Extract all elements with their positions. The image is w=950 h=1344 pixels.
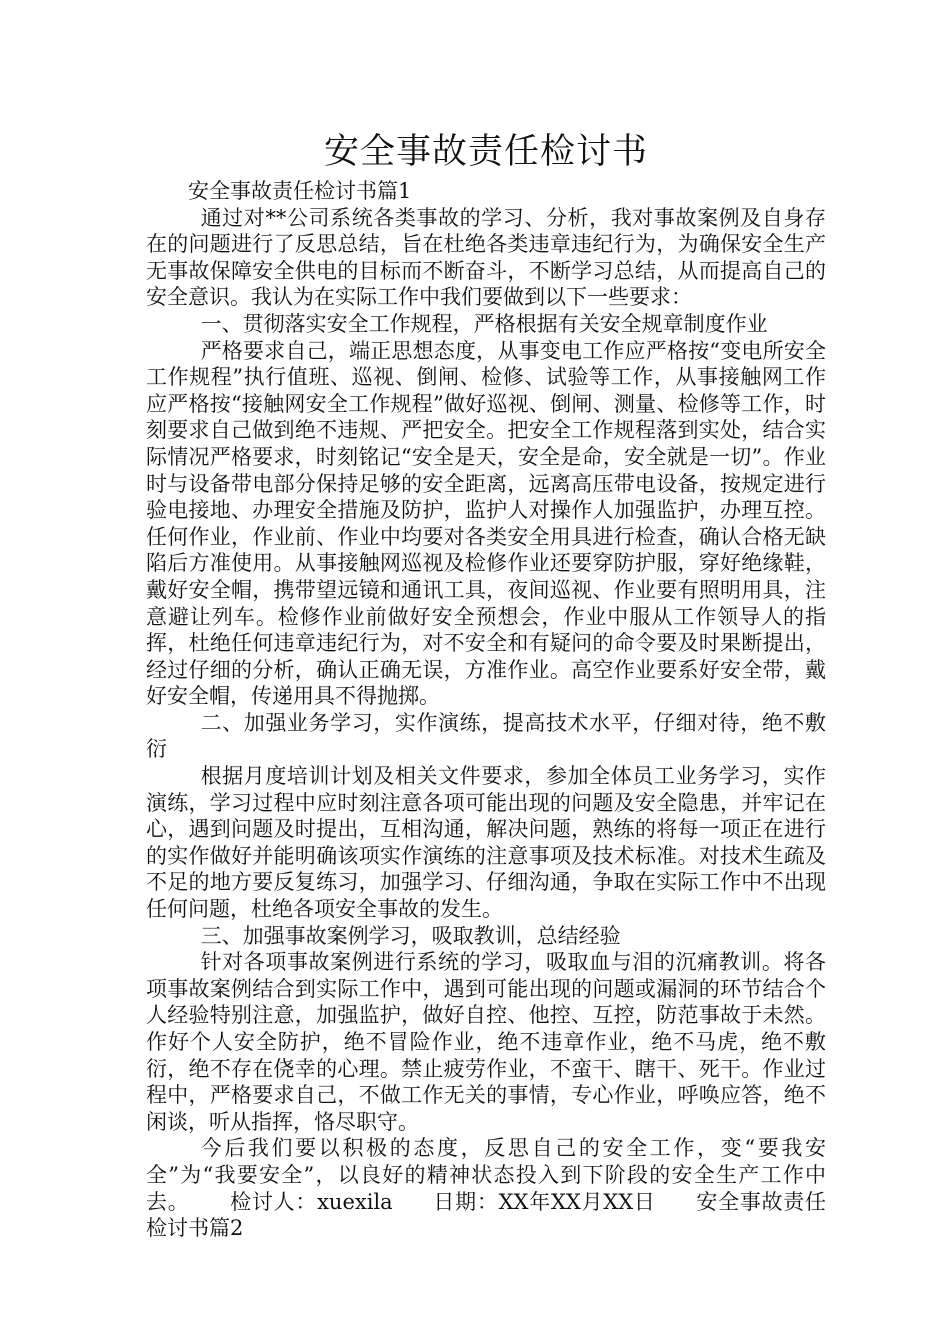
signature-reviewer: 检讨人：xuexila <box>229 1189 393 1214</box>
closing-text: 今后我们要以积极的态度，反思自己的安全工作，变“要我安全”为“我要安全”，以良好的精神状态投入到下阶段的安全生产工作中去。 <box>146 1136 826 1214</box>
paragraph-2: 根据月度培训计划及相关文件要求，参加全体员工业务学习，实作演练，学习过程中应时刻注意各项可能出现的问题及安全隐患，并牢记在心，遇到问题及时提出，互相沟通，解决问题，熟练的将每一项正在进行的实作做好并能明确该项实作演练的注意事项及技术标准。对技术生疏及不足的地方要反复练习，加强学习、仔细沟通，争取在实际工作中不出现任何问题，杜绝各项安全事故的发生。 <box>146 764 826 922</box>
subheading-3: 三、加强事故案例学习，吸取教训，总结经验 <box>200 923 621 948</box>
document-page <box>146 126 826 1242</box>
section-heading: 安全事故责任检讨书篇1 <box>188 179 412 203</box>
document-title: 安全事故责任检讨书 <box>323 132 648 172</box>
paragraph-closing <box>146 1135 826 1241</box>
paragraph-intro: 通过对**公司系统各类事故的学习、分析，我对事故案例及自身存在的问题进行了反思总结，旨在杜绝各类违章违纪行为，为确保安全生产无事故保障安全供电的目标而不断奋斗，不断学习总结，从而提高自己的安全意识。我认为在实际工作中我们要做到以下一些要求： <box>146 205 826 310</box>
paragraph-1: 严格要求自己，端正思想态度，从事变电工作应严格按“变电所安全工作规程”执行值班、巡视、倒闸、检修、试验等工作，从事接触网工作应严格按“接触网安全工作规程”做好巡视、倒闸、测量、检修等工作，时刻要求自己做到绝不违规、严把安全。把安全工作规程落到实处，结合实际情况严格要求，时刻铭记“安全是天，安全是命，安全就是一切”。作业时与设备带电部分保持足够的安全距离，远离高压带电设备，按规定进行验电接地、办理安全措施及防护，监护人对操作人加强监护，办理互控。任何作业，作业前、作业中均要对各类安全用具进行检查，确认合格无缺陷后方准使用。从事接触网巡视及检修作业还要穿防护服，穿好绝缘鞋，戴好安全帽，携带望远镜和通讯工具，夜间巡视、作业要有照明用具，注意避让列车。检修作业前做好安全预想会，作业中服从工作领导人的指挥，杜绝任何违章违纪行为，对不安全和有疑问的命令要及时果断提出，经过仔细的分析，确认正确无误，方准作业。高空作业要系好安全带，戴好安全帽，传递用具不得抛掷。 <box>146 338 826 709</box>
paragraph-3: 针对各项事故案例进行系统的学习，吸取血与泪的沉痛教训。将各项事故案例结合到实际工作中，遇到可能出现的问题或漏洞的环节结合个人经验特别注意，加强监护，做好自控、他控、互控，防范事故于未然。作好个人安全防护，绝不冒险作业，绝不违章作业，绝不马虎，绝不敷衍，绝不存在侥幸的心理。禁止疲劳作业，不蛮干、瞎干、死干。作业过程中，严格要求自己，不做工作无关的事情，专心作业，呼唤应答，绝不闲谈，听从指挥，恪尽职守。 <box>146 950 826 1134</box>
subheading-1: 一、贯彻落实安全工作规程，严格根据有关安全规章制度作业 <box>200 311 768 336</box>
subheading-2: 二、加强业务学习，实作演练，提高技术水平，仔细对待，绝不敷衍 <box>146 710 826 762</box>
signature-date: 日期：XX年XX月XX日 <box>432 1189 656 1214</box>
section-heading-2: 安全事故责任检讨书篇2 <box>146 1189 827 1241</box>
